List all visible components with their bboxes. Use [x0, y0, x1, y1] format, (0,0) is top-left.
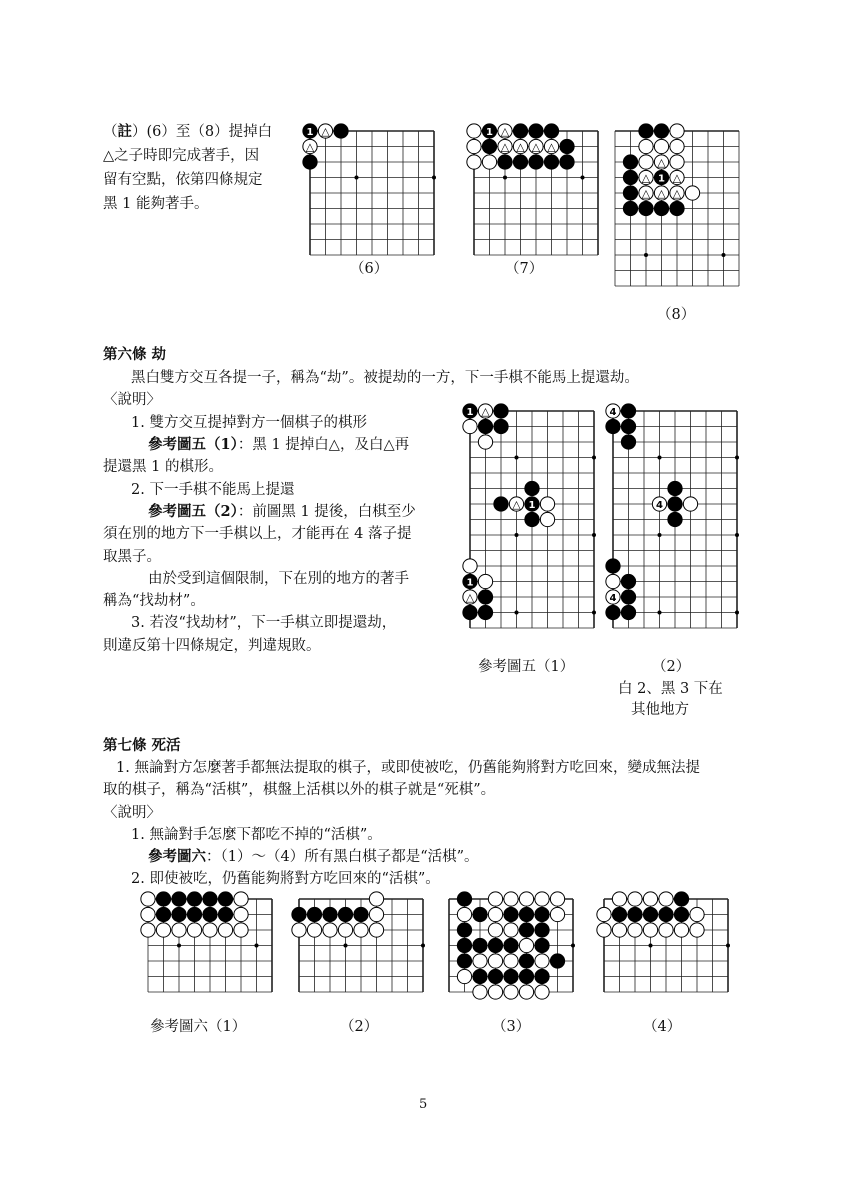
white-stone [473, 985, 487, 999]
black-stone [457, 892, 471, 906]
star-point [658, 456, 662, 460]
article-6-point-2b: 須在別的地方下一手棋以上，才能再在 4 落子提 [103, 526, 412, 542]
white-stone [550, 907, 564, 921]
star-point [515, 533, 519, 537]
star-point [515, 611, 519, 615]
black-stone [303, 155, 317, 169]
article-6-title: 第六條 劫 [103, 346, 167, 363]
board-diagram-8 [606, 122, 748, 295]
fig-label-6: （6） [350, 261, 389, 277]
board-life-4 [595, 890, 737, 1001]
star-point [503, 176, 507, 180]
black-stone [550, 954, 564, 968]
black-stone [639, 201, 653, 215]
number-mark: 4 [609, 407, 617, 418]
star-point [255, 944, 259, 948]
white-stone [550, 892, 564, 906]
black-stone [457, 923, 471, 937]
black-stone [478, 605, 492, 619]
article-6-point-2a: 參考圖五（2）：前圖黑 1 提後，白棋至少 [148, 503, 416, 520]
white-stone [478, 574, 492, 588]
black-stone [478, 419, 492, 433]
white-stone [504, 892, 518, 906]
article-6-point-3a: 3. 若沒“找劫材”，下一手棋立即提還劫， [131, 615, 397, 631]
white-stone [141, 923, 155, 937]
fig6-label-1: 參考圖六（1） [150, 1019, 247, 1035]
black-stone [643, 907, 657, 921]
black-stone [535, 923, 549, 937]
black-stone [674, 892, 688, 906]
fig6-label-3: （3） [492, 1019, 531, 1035]
white-stone [463, 559, 477, 573]
star-point [571, 944, 575, 948]
black-stone [463, 605, 477, 619]
white-stone [612, 892, 626, 906]
star-point [726, 944, 730, 948]
black-stone [307, 907, 321, 921]
note-line-1: （註）(6）至（8）提掉白 [103, 123, 273, 140]
star-point [735, 456, 739, 460]
white-stone [473, 954, 487, 968]
black-stone [513, 124, 527, 138]
number-mark: 1 [466, 407, 474, 418]
article-7-title: 第七條 死活 [103, 737, 181, 754]
board-diagram-7 [465, 122, 607, 264]
fig6-label-4: （4） [643, 1019, 682, 1035]
white-stone [639, 155, 653, 169]
black-stone [621, 590, 635, 604]
black-stone [621, 605, 635, 619]
black-stone [621, 419, 635, 433]
white-stone [535, 985, 549, 999]
note-line-2: △之子時即完成著手，因 [103, 148, 260, 164]
triangle-mark: △ [641, 187, 651, 200]
board-life-1 [139, 890, 281, 1001]
number-mark: 1 [486, 127, 493, 138]
article-6-point-2d: 由於受到這個限制，下在別的地方的著手 [148, 571, 409, 587]
black-stone [623, 201, 637, 215]
number-mark: 1 [466, 577, 474, 589]
white-stone [467, 155, 481, 169]
black-stone [606, 605, 620, 619]
page-number: 5 [419, 1097, 428, 1112]
triangle-mark: △ [500, 140, 510, 154]
article-6-definition: 黑白雙方交互各提一子，稱為“劫”。被提劫的一方，下一手棋不能馬上提還劫。 [131, 370, 639, 386]
white-stone [612, 923, 626, 937]
star-point [432, 176, 436, 180]
black-stone [623, 155, 637, 169]
black-stone [494, 419, 508, 433]
article-6-point-1a: 參考圖五（1）：黑 1 提掉白△，及白△再 [148, 436, 410, 453]
white-stone [467, 139, 481, 153]
white-stone [628, 892, 642, 906]
white-stone [457, 907, 471, 921]
black-stone [187, 907, 201, 921]
white-stone [670, 139, 684, 153]
white-stone [670, 155, 684, 169]
star-point [421, 944, 425, 948]
black-stone [654, 124, 668, 138]
black-stone [187, 892, 201, 906]
black-stone [203, 892, 217, 906]
article-7-definition-2: 取的棋子，稱為“活棋”，棋盤上活棋以外的棋子就是“死棋”。 [103, 782, 496, 798]
fig6-label-2: （2） [340, 1019, 379, 1035]
note-label: 註 [117, 123, 132, 140]
black-stone [560, 155, 574, 169]
black-stone [535, 907, 549, 921]
triangle-mark: △ [481, 405, 490, 418]
star-point [658, 533, 662, 537]
article-7-definition-1: 1. 無論對方怎麼著手都無法提取的棋子，或即使被吃，仍舊能夠將對方吃回來，變成無法提 [116, 760, 700, 776]
star-point [722, 253, 726, 257]
note-line-4: 黑 1 能夠著手。 [103, 196, 209, 212]
white-stone [234, 923, 248, 937]
black-stone [519, 923, 533, 937]
black-stone [623, 186, 637, 200]
white-stone [504, 985, 518, 999]
triangle-mark: △ [305, 140, 315, 154]
black-stone [519, 954, 533, 968]
black-stone [156, 907, 170, 921]
star-point [644, 253, 648, 257]
star-point [177, 944, 181, 948]
black-stone [639, 124, 653, 138]
white-stone [654, 139, 668, 153]
black-stone [659, 907, 673, 921]
black-stone [544, 155, 558, 169]
black-stone [519, 907, 533, 921]
triangle-mark: △ [672, 187, 682, 200]
triangle-mark: △ [516, 140, 525, 154]
white-stone [478, 435, 492, 449]
star-point [592, 456, 596, 460]
white-stone [488, 923, 502, 937]
white-stone [141, 892, 155, 906]
black-stone [482, 139, 496, 153]
black-stone [292, 907, 306, 921]
white-stone [670, 124, 684, 138]
black-stone [525, 512, 539, 526]
black-stone [478, 590, 492, 604]
white-stone [307, 923, 321, 937]
star-point [658, 611, 662, 615]
white-stone [234, 892, 248, 906]
triangle-mark: △ [657, 156, 666, 169]
triangle-mark: △ [531, 140, 541, 154]
number-mark: 1 [658, 173, 665, 185]
star-point [581, 176, 585, 180]
white-stone [535, 892, 549, 906]
black-stone [172, 907, 186, 921]
black-stone [535, 938, 549, 952]
white-stone [488, 907, 502, 921]
white-stone [504, 923, 518, 937]
black-stone [623, 170, 637, 184]
white-stone [218, 923, 232, 937]
black-stone [668, 481, 682, 495]
black-stone [338, 907, 352, 921]
article-6-point-1: 1. 雙方交互提掉對方一個棋子的棋形 [131, 415, 367, 431]
white-stone [519, 892, 533, 906]
black-stone [488, 969, 502, 983]
white-stone [690, 923, 704, 937]
white-stone [597, 907, 611, 921]
black-stone [504, 938, 518, 952]
black-stone [473, 907, 487, 921]
white-stone [488, 985, 502, 999]
white-stone [172, 923, 186, 937]
white-stone [606, 574, 620, 588]
star-point [649, 944, 653, 948]
board-ko-1 [461, 402, 603, 637]
white-stone [659, 923, 673, 937]
black-stone [457, 954, 471, 968]
number-mark: 4 [609, 593, 617, 604]
board-life-3 [440, 890, 582, 1001]
triangle-mark: △ [672, 171, 682, 185]
article-7-point-1: 1. 無論對手怎麼下都吃不掉的“活棋”。 [131, 827, 382, 843]
black-stone [621, 574, 635, 588]
fig5-note-2: 其他地方 [631, 702, 689, 718]
black-stone [628, 907, 642, 921]
black-stone [654, 201, 668, 215]
black-stone [668, 512, 682, 526]
star-point [515, 456, 519, 460]
black-stone [218, 907, 232, 921]
white-stone [141, 907, 155, 921]
black-stone [354, 907, 368, 921]
black-stone [606, 419, 620, 433]
star-point [592, 533, 596, 537]
black-stone [519, 969, 533, 983]
black-stone [156, 892, 170, 906]
white-stone [683, 497, 697, 511]
white-stone [457, 969, 471, 983]
white-stone [519, 985, 533, 999]
article-6-explain: 〈說明〉 [103, 392, 161, 408]
white-stone [323, 923, 337, 937]
black-stone [529, 124, 543, 138]
article-7-point-2: 2. 即使被吃，仍舊能夠將對方吃回來的“活棋”。 [131, 871, 440, 887]
star-point [735, 533, 739, 537]
black-stone [172, 892, 186, 906]
triangle-mark: △ [321, 125, 330, 138]
white-stone [234, 907, 248, 921]
fig5-label-1: 參考圖五（1） [478, 659, 575, 675]
star-point [735, 611, 739, 615]
number-mark: 4 [656, 500, 663, 511]
article-7-explain: 〈說明〉 [103, 805, 161, 821]
white-stone [639, 139, 653, 153]
white-stone [674, 923, 688, 937]
white-stone [156, 923, 170, 937]
white-stone [540, 512, 554, 526]
white-stone [488, 954, 502, 968]
black-stone [488, 938, 502, 952]
black-stone [218, 892, 232, 906]
black-stone [674, 907, 688, 921]
black-stone [668, 497, 682, 511]
board-diagram-6 [301, 122, 443, 264]
white-stone [482, 155, 496, 169]
fig5-note-1: 白 2、黑 3 下在 [618, 681, 723, 697]
black-stone [612, 907, 626, 921]
black-stone [560, 139, 574, 153]
black-stone [525, 481, 539, 495]
black-stone [544, 124, 558, 138]
black-stone [504, 969, 518, 983]
black-stone [606, 559, 620, 573]
black-stone [670, 201, 684, 215]
white-stone [463, 419, 477, 433]
black-stone [498, 155, 512, 169]
black-stone [494, 497, 508, 511]
black-stone [203, 907, 217, 921]
star-point [592, 611, 596, 615]
triangle-mark: △ [641, 171, 651, 185]
article-6-point-2: 2. 下一手棋不能馬上提還 [131, 482, 295, 498]
black-stone [535, 969, 549, 983]
white-stone [597, 923, 611, 937]
black-stone [621, 404, 635, 418]
white-stone [643, 923, 657, 937]
white-stone [369, 923, 383, 937]
white-stone [685, 186, 699, 200]
triangle-mark: △ [500, 125, 510, 138]
white-stone [659, 892, 673, 906]
black-stone [621, 435, 635, 449]
white-stone [467, 124, 481, 138]
black-stone [473, 938, 487, 952]
board-ko-2 [604, 402, 746, 637]
black-stone [529, 155, 543, 169]
black-stone [504, 907, 518, 921]
black-stone [323, 907, 337, 921]
black-stone [513, 155, 527, 169]
white-stone [203, 923, 217, 937]
triangle-mark: △ [512, 498, 521, 511]
fig5-label-2: （2） [652, 659, 691, 675]
board-life-2 [290, 890, 432, 1001]
star-point [344, 944, 348, 948]
white-stone [643, 892, 657, 906]
white-stone [540, 497, 554, 511]
star-point [355, 176, 359, 180]
white-stone [338, 923, 352, 937]
article-6-point-2c: 取黑子。 [103, 549, 161, 565]
article-6-point-1b: 提還黑 1 的棋形。 [103, 459, 223, 475]
black-stone [494, 404, 508, 418]
white-stone [519, 938, 533, 952]
white-stone [628, 923, 642, 937]
article-7-point-1a: 參考圖六：（1）～（4）所有黑白棋子都是“活棋”。 [148, 848, 479, 865]
white-stone [292, 923, 306, 937]
number-mark: 1 [306, 127, 314, 138]
white-stone [690, 907, 704, 921]
triangle-mark: △ [465, 591, 475, 604]
black-stone [473, 969, 487, 983]
black-stone [334, 124, 348, 138]
triangle-mark: △ [657, 187, 666, 200]
triangle-mark: △ [547, 140, 556, 154]
white-stone [488, 892, 502, 906]
article-6-point-2e: 稱為“找劫材”。 [103, 593, 205, 609]
number-mark: 1 [528, 500, 536, 511]
white-stone [354, 923, 368, 937]
white-stone [535, 954, 549, 968]
black-stone [457, 938, 471, 952]
white-stone [369, 892, 383, 906]
white-stone [187, 923, 201, 937]
white-stone [369, 907, 383, 921]
note-line-3: 留有空點，依第四條規定 [103, 172, 263, 188]
white-stone [504, 954, 518, 968]
fig-label-8: （8） [657, 307, 696, 323]
fig-label-7: （7） [505, 261, 544, 277]
article-6-point-3b: 則違反第十四條規定，判違規敗。 [103, 638, 321, 654]
